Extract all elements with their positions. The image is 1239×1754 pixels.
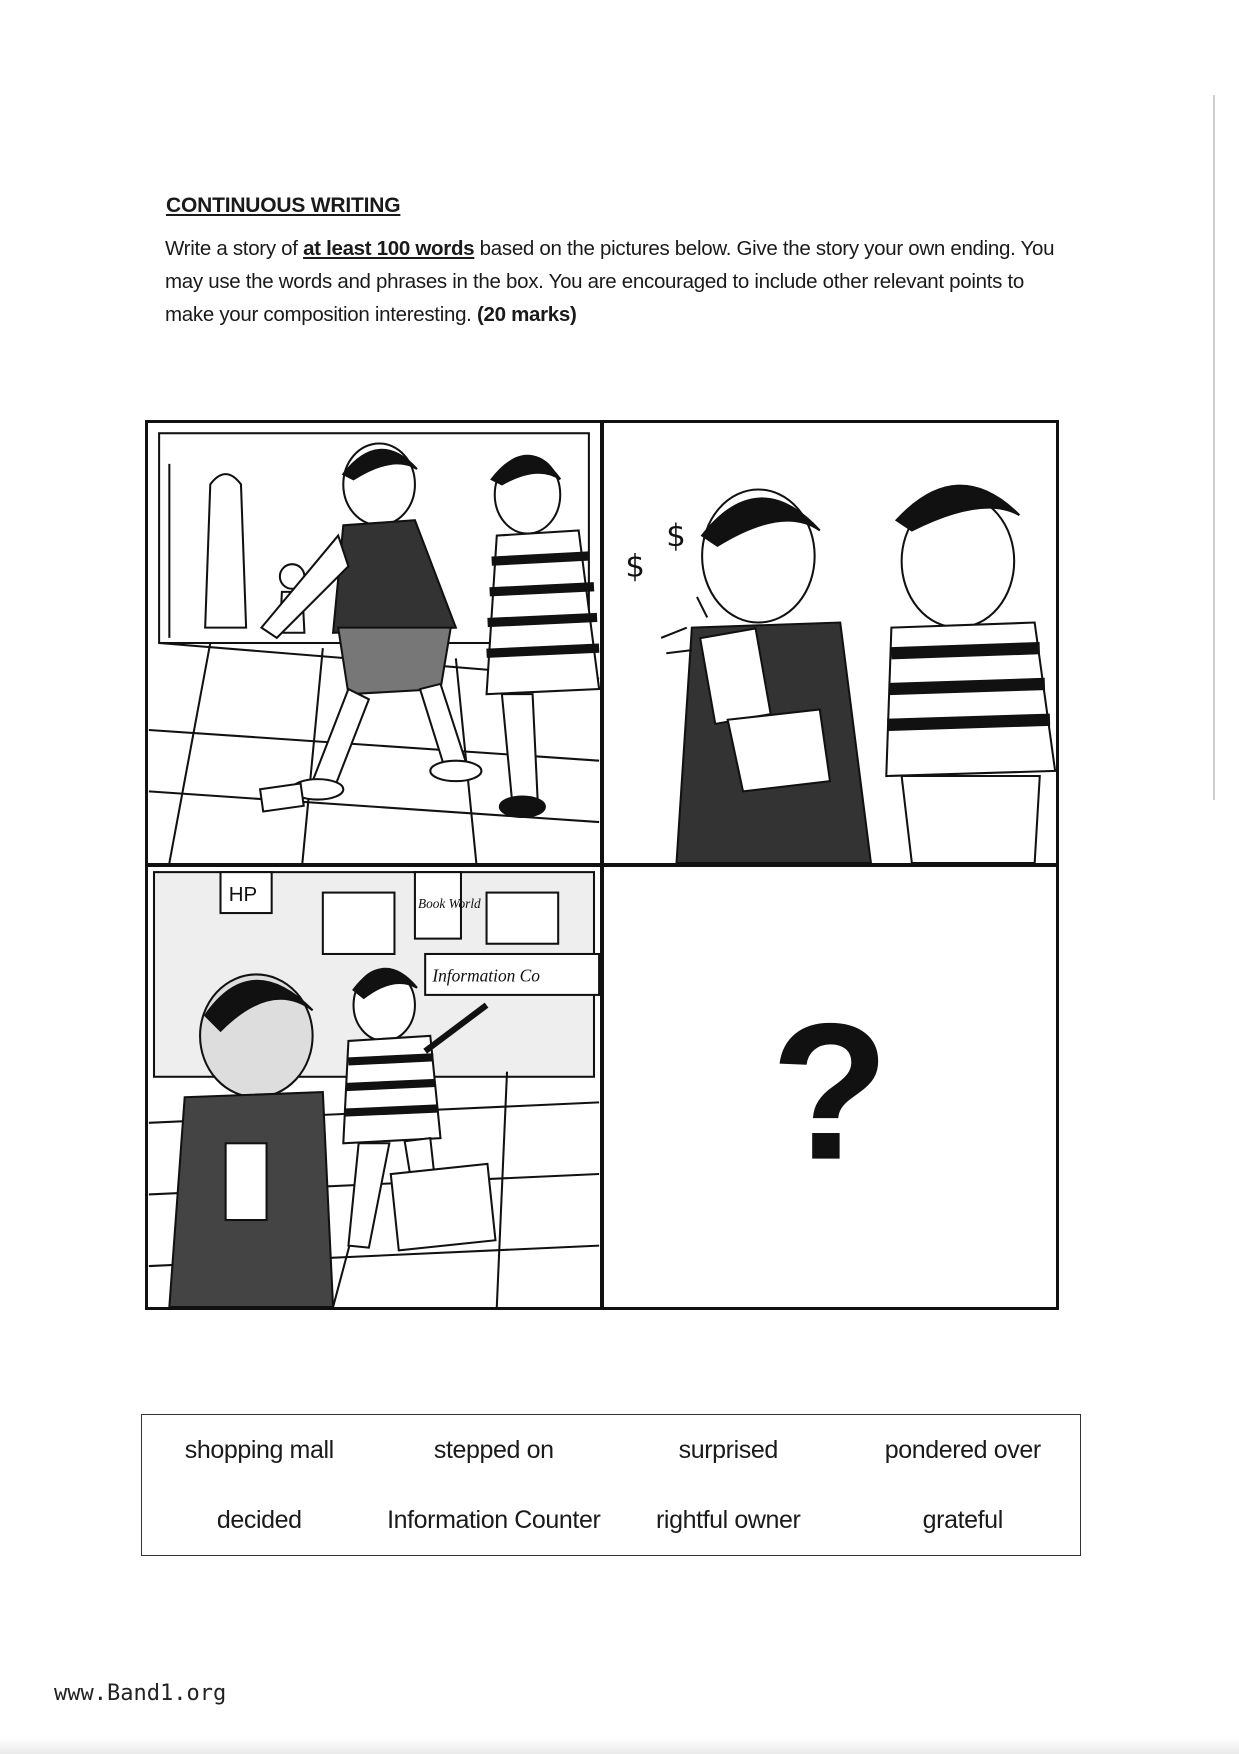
word-bank-item: grateful: [922, 1505, 1003, 1534]
word-bank-item: surprised: [678, 1435, 778, 1464]
section-heading: CONTINUOUS WRITING: [166, 194, 401, 217]
panel-3-information-counter: [148, 867, 600, 1307]
word-bank-item: pondered over: [884, 1435, 1041, 1464]
panel-3-illustration: [148, 867, 600, 1307]
picture-series: [145, 420, 1059, 1310]
scan-edge-line: [1213, 95, 1215, 800]
svg-text:$: $: [666, 518, 686, 554]
panel-4-illustration: [604, 867, 1056, 1307]
word-bank-item: rightful owner: [656, 1505, 801, 1534]
footer-url: www.Band1.org: [54, 1681, 227, 1706]
question-mark: ?: [770, 983, 890, 1201]
panel-2-illustration: [604, 423, 1056, 863]
panel-4-own-ending: [604, 867, 1056, 1307]
sign-information-counter: Information Co: [432, 966, 540, 986]
word-bank-item: stepped on: [433, 1435, 554, 1464]
instructions-marks: (20 marks): [476, 303, 577, 326]
sign-hp: HP: [228, 882, 258, 906]
panel-1-stepping-on-wallet: [148, 423, 600, 863]
instructions-word-count: at least 100 words: [303, 237, 475, 260]
instructions-text-2: based on the pictures below. Give the story your own ending. You may use the words and phrases in the box. You are encouraged to include other relevant points to make your composition interesting.: [165, 237, 1055, 326]
panel-2-finding-money: [604, 423, 1056, 863]
instructions-text-1: Write a story of: [165, 237, 304, 260]
panel-1-illustration: [148, 423, 600, 863]
word-bank-item: decided: [216, 1505, 302, 1534]
word-bank-item: Information Counter: [387, 1505, 601, 1534]
sign-book-world: Book World: [417, 895, 481, 911]
word-bank-box: [141, 1414, 1081, 1556]
instructions-paragraph: [165, 232, 1065, 331]
word-bank-item: shopping mall: [184, 1435, 334, 1464]
svg-text:$: $: [625, 549, 645, 585]
scan-bottom-shadow: [0, 1738, 1239, 1754]
